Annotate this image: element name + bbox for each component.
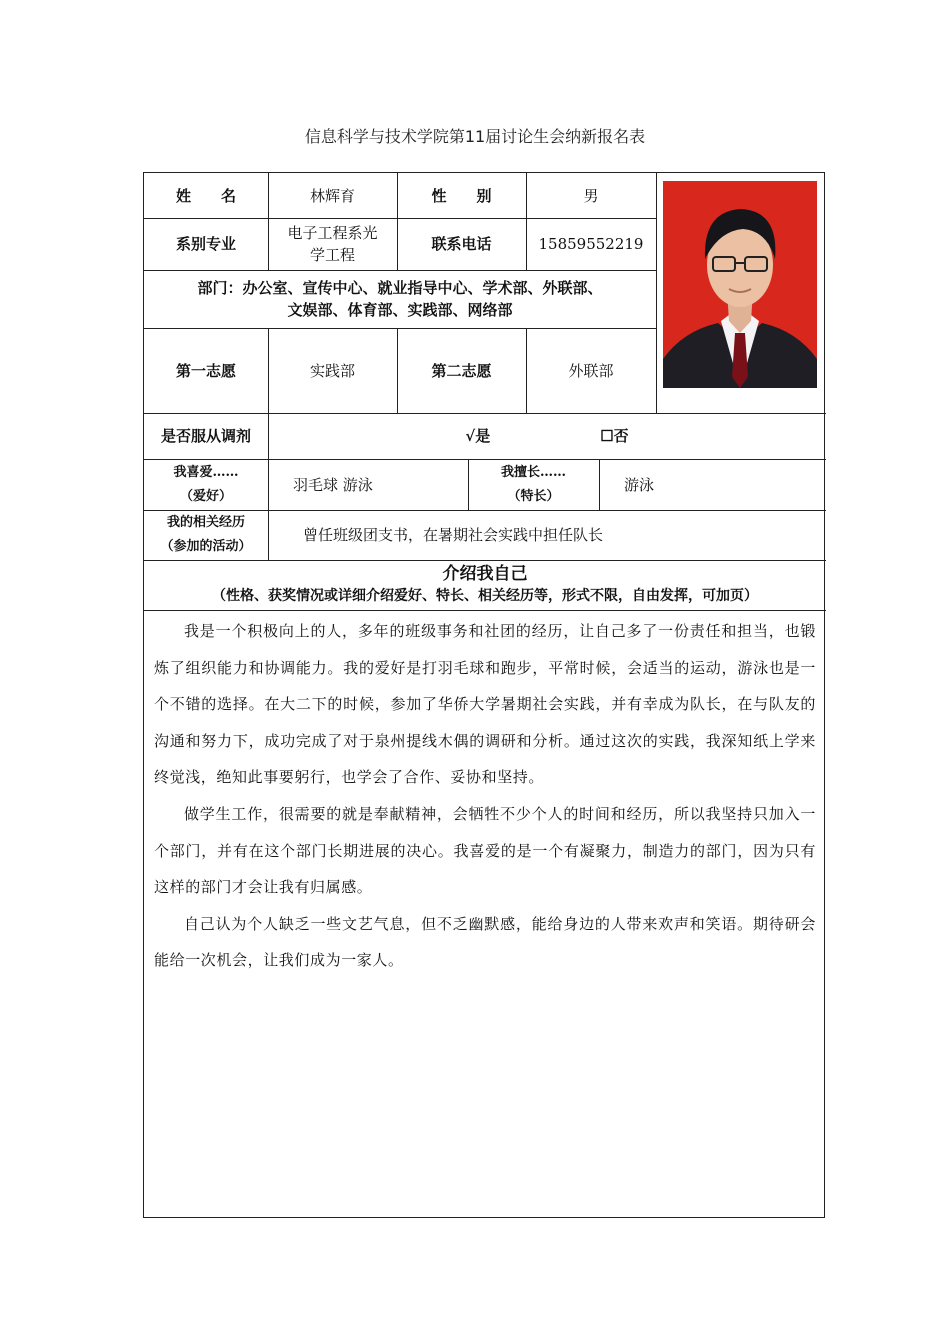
second-choice-value: 外联部 — [568, 361, 614, 380]
likes-value: 羽毛球 游泳 — [293, 475, 373, 494]
department-major-label: 系别专业 — [175, 235, 236, 253]
gender-label: 性 别 — [431, 186, 492, 205]
name-value: 林辉育 — [309, 186, 355, 205]
likes-label-line2: （爱好） — [179, 488, 232, 504]
name-label: 姓 名 — [175, 186, 236, 205]
accept-adjust-options — [268, 413, 826, 459]
experience-label-line2: （参加的活动） — [160, 539, 252, 554]
second-choice-label: 第二志愿 — [431, 361, 492, 380]
good-at-label-line1: 我擅长…… — [500, 464, 566, 480]
accept-adjust-label: 是否服从调剂 — [160, 427, 251, 445]
departments-line1: 部门：办公室、宣传中心、就业指导中心、学术部、外联部、 — [197, 279, 603, 297]
intro-subtitle: （性格、获奖情况或详细介绍爱好、特长、相关经历等，形式不限，自由发挥，可加页） — [212, 588, 758, 604]
applicant-photo — [663, 181, 817, 388]
first-choice-label: 第一志愿 — [175, 361, 236, 380]
phone-value: 15859552219 — [538, 235, 644, 253]
experience-label — [144, 510, 268, 560]
first-choice-value: 实践部 — [309, 361, 355, 380]
form-title: 信息科学与技术学院第11届讨论生会纳新报名表 — [304, 127, 646, 146]
intro-header — [144, 560, 826, 610]
self-introduction-text — [154, 613, 816, 979]
essay-paragraph: 我是一个积极向上的人，多年的班级事务和社团的经历，让自己多了一份责任和担当，也锻炼了组织能力和协调能力。我的爱好是打羽毛球和跑步，平常时候，会适当的运动，游泳也是一个不错的选择。在大二下的时候，参加了华侨大学暑期社会实践，并有幸成为队长，在与队友的沟通和努力下，成功完成了对于泉州提线木偶的调研和分析。通过这次的实践，我深知纸上学来终觉浅，绝知此事要躬行，也学会了合作、妥协和坚持。 — [154, 622, 816, 787]
good-at-value: 游泳 — [624, 475, 655, 494]
good-at-label — [468, 459, 599, 510]
portrait-image — [663, 181, 817, 388]
option-yes-checkbox[interactable]: √是 — [465, 427, 491, 445]
likes-label — [144, 459, 268, 510]
intro-title: 介绍我自己 — [442, 564, 528, 584]
department-major-line1: 电子工程系光 — [287, 224, 378, 242]
departments-line2: 文娱部、体育部、实践部、网络部 — [287, 301, 513, 319]
option-no-checkbox[interactable]: ☐否 — [600, 427, 629, 445]
department-major-line2: 学工程 — [309, 246, 355, 264]
likes-label-line1: 我喜爱…… — [173, 464, 239, 480]
registration-form — [143, 172, 825, 1218]
essay-paragraph: 做学生工作，很需要的就是奉献精神，会牺牲不少个人的时间和经历，所以我坚持只加入一个部门，并有在这个部门长期进展的决心。我喜爱的是一个有凝聚力，制造力的部门，因为只有这样的部门才会让我有归属感。 — [154, 804, 816, 897]
essay-paragraph: 自己认为个人缺乏一些文艺气息，但不乏幽默感，能给身边的人带来欢声和笑语。期待研会能给一次机会，让我们成为一家人。 — [154, 914, 816, 970]
experience-value: 曾任班级团支书，在暑期社会实践中担任队长 — [303, 526, 604, 544]
departments-list — [144, 270, 656, 328]
phone-label: 联系电话 — [431, 235, 492, 253]
gender-value: 男 — [583, 186, 599, 205]
experience-label-line1: 我的相关经历 — [166, 515, 245, 530]
department-major-value — [268, 218, 397, 270]
good-at-label-line2: （特长） — [507, 488, 560, 504]
